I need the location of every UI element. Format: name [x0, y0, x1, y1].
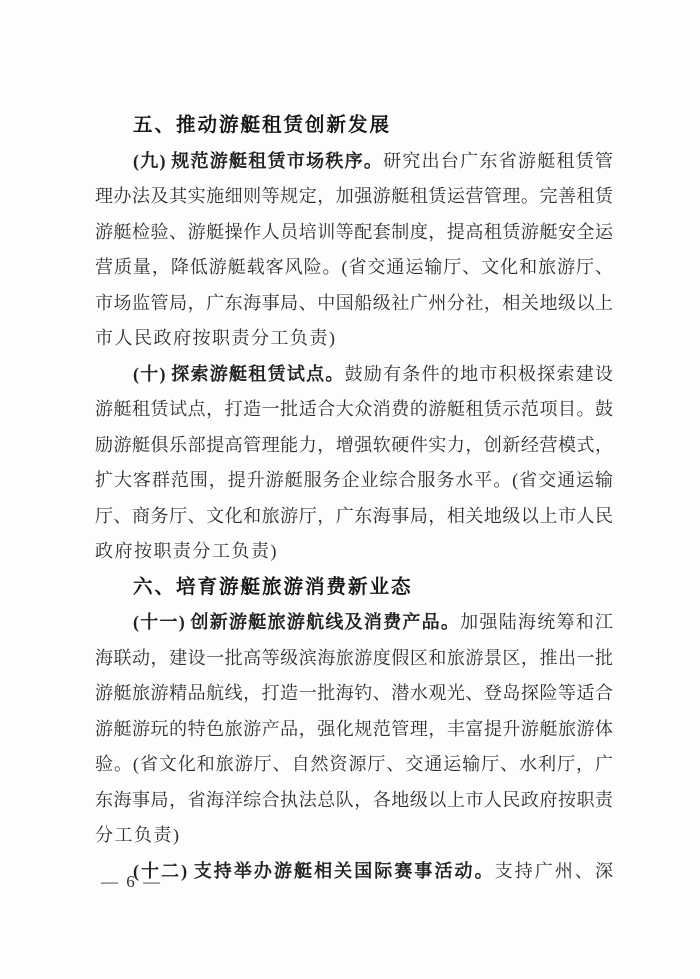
- text-line: 海联动，建设一批高等级滨海旅游度假区和旅游景区，推出一批: [95, 647, 613, 668]
- text-line: 市场监管局，广东海事局、中国船级社广州分社，相关地级以上: [95, 292, 613, 313]
- text-line: 市人民政府按职责分工负责): [95, 328, 337, 348]
- paragraph-10-lead: (十) 探索游艇租赁试点。: [133, 363, 345, 384]
- section-heading-5: 五、推动游艇租赁创新发展: [133, 114, 392, 136]
- paragraph-12: [95, 854, 613, 890]
- document-body: [95, 108, 613, 889]
- paragraph-10-text: 鼓励有条件的地市积极探索建设: [344, 363, 613, 384]
- paragraph-12-lead: (十二) 支持举办游艇相关国际赛事活动。: [133, 860, 495, 881]
- text-line: [95, 357, 613, 393]
- text-line: 理办法及其实施细则等规定，加强游艇租赁运营管理。完善租赁: [95, 186, 613, 206]
- text-line: [95, 144, 613, 180]
- paragraph-11: [95, 605, 613, 854]
- paragraph-12-text: 支持广州、深: [494, 860, 613, 881]
- text-line: 游艇检验、游艇操作人员培训等配套制度，提高租赁游艇安全运: [95, 221, 613, 242]
- text-line: 验。(省文化和旅游厅、自然资源厅、交通运输厅、水利厅，广: [95, 754, 613, 774]
- text-line: 政府按职责分工负责): [95, 541, 278, 561]
- text-line: 分工负责): [95, 825, 181, 845]
- text-line: 游艇旅游精品航线，打造一批海钓、潜水观光、登岛探险等适合: [95, 683, 613, 703]
- text-line: 游艇游玩的特色旅游产品，强化规范管理，丰富提升游艇旅游体: [95, 718, 613, 739]
- text-line: 扩大客群范围，提升游艇服务企业综合服务水平。(省交通运输: [95, 470, 613, 490]
- text-line: [95, 854, 613, 890]
- text-line: 游艇租赁试点，打造一批适合大众消费的游艇租赁示范项目。鼓: [95, 399, 613, 419]
- paragraph-11-text: 加强陆海统筹和江: [460, 612, 613, 632]
- text-line: 励游艇俱乐部提高管理能力，增强软硬件实力，创新经营模式，: [95, 434, 613, 455]
- text-line: 东海事局，省海洋综合执法总队，各地级以上市人民政府按职责: [95, 789, 613, 810]
- section-heading-6: 六、培育游艇旅游消费新业态: [133, 575, 413, 598]
- text-line: 营质量，降低游艇载客风险。(省交通运输厅、文化和旅游厅、: [95, 257, 613, 277]
- paragraph-9: [95, 144, 613, 357]
- paragraph-9-lead: (九) 规范游艇租赁市场秩序。: [133, 150, 384, 171]
- paragraph-9-text: 研究出台广东省游艇租赁管: [383, 150, 613, 171]
- paragraph-10: [95, 357, 613, 570]
- text-line: [95, 605, 613, 641]
- text-line: 厅、商务厅、文化和旅游厅，广东海事局，相关地级以上市人民: [95, 505, 613, 526]
- paragraph-11-lead: (十一) 创新游艇旅游航线及消费产品。: [133, 612, 461, 632]
- page-number: — 6 —: [101, 872, 162, 891]
